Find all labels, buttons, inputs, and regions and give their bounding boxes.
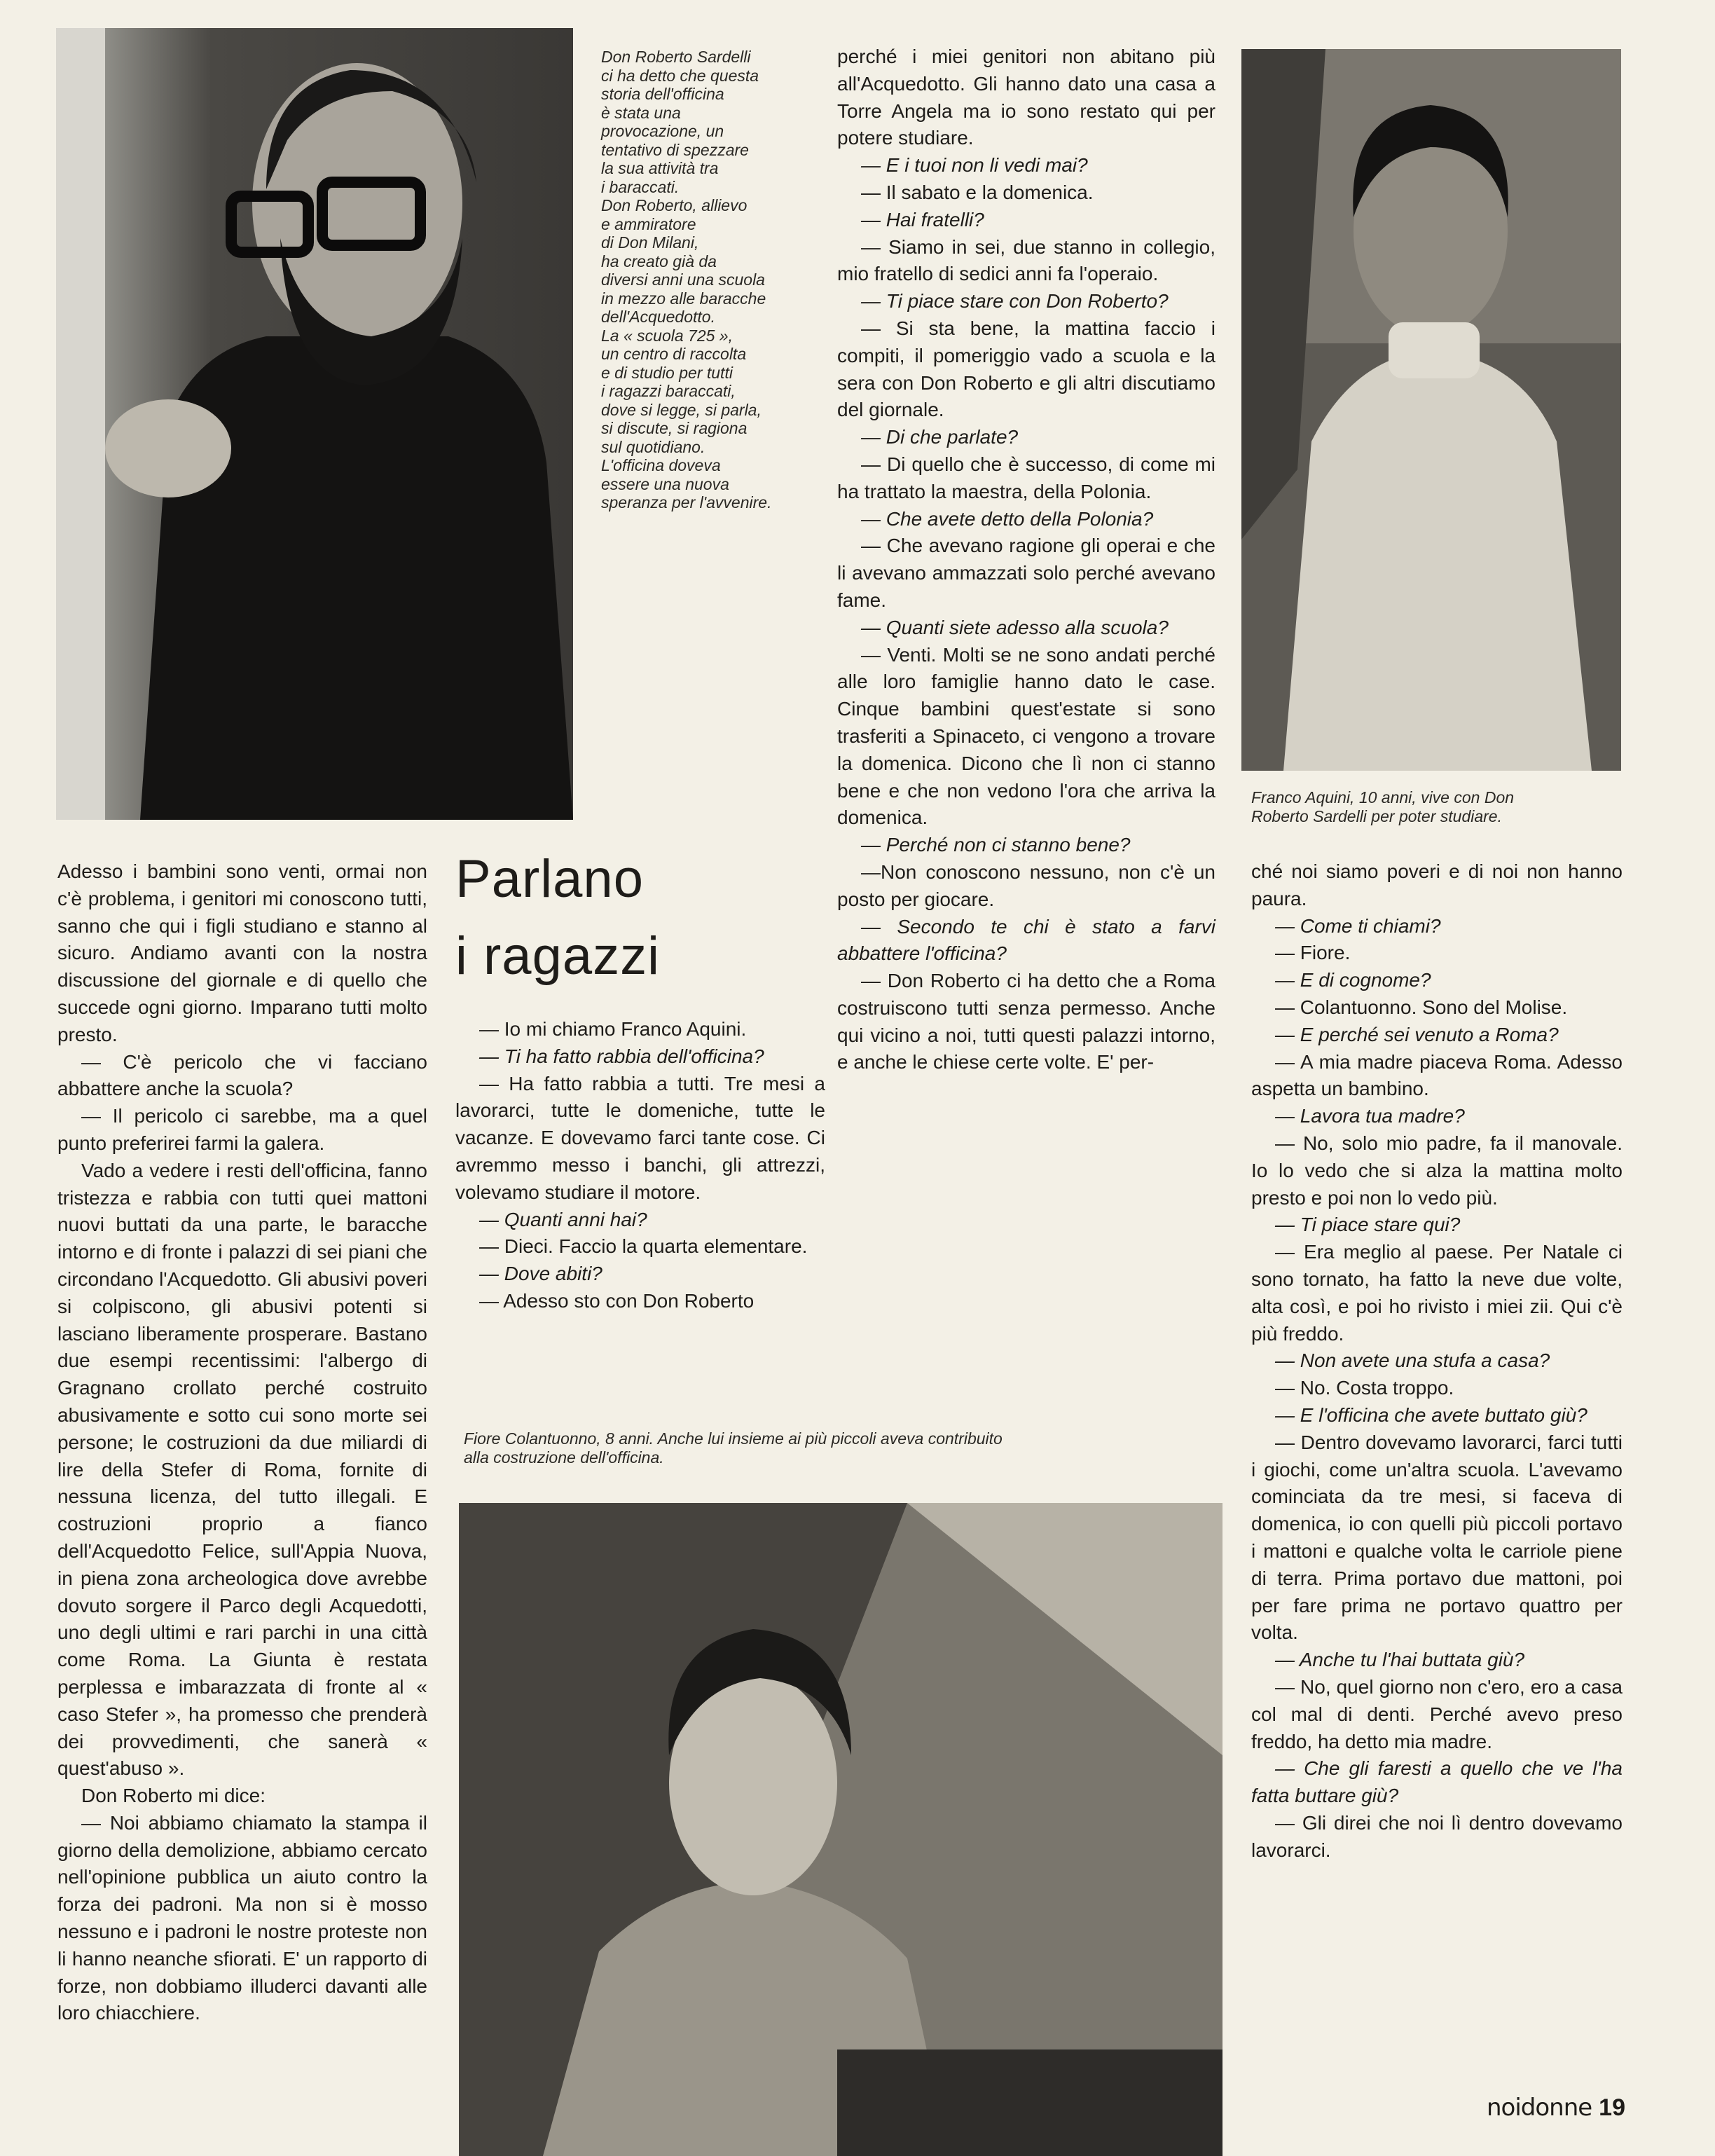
caption-line: speranza per l'avvenire.: [601, 493, 772, 511]
paragraph: — No. Costa troppo.: [1275, 1377, 1454, 1399]
caption-line: Don Roberto, allievo: [601, 196, 748, 214]
question: — Ti piace stare con Don Roberto?: [861, 290, 1169, 313]
question: — E di cognome?: [1275, 969, 1431, 991]
caption-line: e ammiratore: [601, 214, 696, 233]
article-column-2: [455, 1016, 825, 1315]
paragraph: — No, solo mio padre, fa il manovale. Io lo vedo che si alza la mattina molto presto e poi non lo vedo più.: [1251, 1132, 1623, 1209]
caption-line: di Don Milani,: [601, 233, 699, 252]
caption-line: essere una nuova: [601, 474, 729, 493]
question: — E i tuoi non li vedi mai?: [861, 154, 1088, 177]
caption-line: sul quotidiano.: [601, 437, 705, 456]
caption-line: dell'Acquedotto.: [601, 308, 715, 326]
paragraph: — Siamo in sei, due stanno in collegio, mio fratello di sedici anni fa l'operaio.: [837, 235, 1215, 285]
headline: [455, 841, 848, 995]
photo-franco-aquini: [1241, 49, 1621, 771]
paragraph: — Gli direi che noi lì dentro dovevamo lavorarci.: [1251, 1811, 1623, 1861]
caption-line: i baraccati.: [601, 177, 680, 196]
paragraph: ché noi siamo poveri e di noi non hanno paura.: [1251, 860, 1623, 909]
paragraph: — C'è pericolo che vi facciano abbattere anche la scuola?: [57, 1050, 427, 1100]
paragraph: — Don Roberto ci ha detto che a Roma costruiscono tutti senza permesso. Anche qui vicino a noi, tutti questi palazzi intorno, e anche le chiese certe volte. E' per-: [837, 970, 1215, 1073]
caption-line: provocazione, un: [601, 122, 724, 140]
caption-line: diversi anni una scuola: [601, 270, 765, 289]
paragraph: — Di quello che è successo, di come mi ha trattato la maestra, della Polonia.: [837, 453, 1215, 502]
caption-line: Roberto Sardelli per poter studiare.: [1251, 806, 1502, 825]
question: — Di che parlate?: [861, 426, 1019, 448]
caption-line: L'officina doveva: [601, 456, 721, 474]
question: — Dove abiti?: [479, 1263, 602, 1285]
question: — Non avete una stufa a casa?: [1275, 1350, 1550, 1372]
article-column-4: [1251, 858, 1623, 1864]
caption-line: storia dell'officina: [601, 85, 724, 103]
article-column-1: [57, 858, 427, 2027]
paragraph: perché i miei genitori non abitano più all'Acquedotto. Gli hanno dato una casa a Torre Angela ma io sono restato qui per potere studiare.: [837, 46, 1215, 149]
question: — E perché sei venuto a Roma?: [1275, 1023, 1559, 1045]
question: — Ti piace stare qui?: [1275, 1214, 1461, 1236]
caption-line: e di studio per tutti: [601, 363, 733, 382]
paragraph: Adesso i bambini sono venti, ormai non c'è problema, i genitori mi conoscono tutti, sanno che qui i figli studiano e stanno al sicuro. Andiamo avanti con la nostra discussione del giornale e di quello che succede ogni giorno. Imparano tutti molto presto.: [57, 860, 427, 1045]
question: — Ti ha fatto rabbia dell'officina?: [479, 1045, 764, 1067]
paragraph: — Colantuonno. Sono del Molise.: [1275, 996, 1568, 1018]
page-footer: [1487, 2094, 1625, 2122]
paragraph: — Era meglio al paese. Per Natale ci sono tornato, ha fatto la neve due volte, alta così, e poi ho rivisto i miei zii. Qui c'è più freddo.: [1251, 1241, 1623, 1345]
question: — Lavora tua madre?: [1275, 1105, 1465, 1127]
caption-line: un centro di raccolta: [601, 345, 747, 363]
caption-line: Fiore Colantuonno, 8 anni. Anche lui insieme ai più piccoli aveva contribuito: [464, 1429, 1003, 1448]
paragraph: — Noi abbiamo chiamato la stampa il giorno della demolizione, abbiamo cercato nell'opinione pubblica un aiuto contro la forza dei padroni. Ma non si è mosso nessuno e i padroni le nostre proteste non li hanno neanche sfiorati. E' un rapporto di forze, non dobbiamo illuderci davanti alle loro chiacchiere.: [57, 1811, 427, 2024]
caption-line: la sua attività tra: [601, 159, 719, 177]
caption-fiore-colantuonno: [464, 1429, 1241, 1467]
caption-line: ci ha detto che questa: [601, 66, 759, 85]
photo-don-roberto: [56, 28, 573, 820]
headline-line: i ragazzi: [455, 926, 660, 986]
question: — Quanti anni hai?: [479, 1208, 647, 1230]
paragraph: Don Roberto mi dice:: [81, 1785, 266, 1807]
paragraph: — Dentro dovevamo lavorarci, farci tutti i giochi, come un'altra scuola. L'avevamo cominciata da tre mesi, si faceva di domenica, io con quelli più piccoli portavo i mattoni e qualche volta le carriole piene di terra. Prima portavo due mattoni, poi per fare prima ne portavo quattro per volta.: [1251, 1431, 1623, 1644]
caption-line: si discute, si ragiona: [601, 419, 748, 437]
headline-line: Parlano: [455, 849, 644, 909]
paragraph: — Dieci. Faccio la quarta elementare.: [479, 1235, 808, 1258]
paragraph: — Venti. Molti se ne sono andati perché alle loro famiglie hanno dato le case. Cinque bambini quest'estate si sono trasferiti a Spinaceto, ci vengono a trovare la domenica. Dicono che lì non ci stanno bene e che non vedono l'ora che arriva la domenica.: [837, 643, 1215, 829]
caption-line: i ragazzi baraccati,: [601, 382, 736, 400]
question: — E l'officina che avete buttato giù?: [1275, 1403, 1587, 1426]
caption-line: Franco Aquini, 10 anni, vive con Don: [1251, 788, 1515, 806]
caption-line: ha creato già da: [601, 252, 717, 270]
photo-fiore-colantuonno: [459, 1503, 1222, 2156]
question: — Quanti siete adesso alla scuola?: [861, 616, 1169, 638]
paragraph: — Si sta bene, la mattina faccio i compiti, il pomeriggio vado a scuola e la sera con Don Roberto e gli altri discutiamo del giornale.: [837, 317, 1215, 421]
paragraph: — Il pericolo ci sarebbe, ma a quel punto preferirei farmi la galera.: [57, 1105, 427, 1154]
paragraph: — A mia madre piaceva Roma. Adesso aspetta un bambino.: [1251, 1050, 1623, 1100]
paragraph: —Non conoscono nessuno, non c'è un posto per giocare.: [837, 860, 1215, 910]
paragraph: — Ha fatto rabbia a tutti. Tre mesi a lavorarci, tutte le domeniche, tutte le vacanze. E dovevamo farci tante cose. Ci avremmo messo i banchi, gli attrezzi, volevamo studiare il motore.: [455, 1072, 825, 1203]
caption-line: è stata una: [601, 103, 681, 122]
caption-line: La « scuola 725 »,: [601, 326, 733, 345]
magazine-name: noidonne: [1486, 2094, 1592, 2122]
question: — Che avete detto della Polonia?: [861, 507, 1154, 530]
caption-line: alla costruzione dell'officina.: [464, 1448, 664, 1467]
caption-line: in mezzo alle baracche: [601, 289, 766, 308]
paragraph: — Adesso sto con Don Roberto: [479, 1289, 755, 1312]
question: — Perché non ci stanno bene?: [861, 834, 1131, 856]
paragraph: — Fiore.: [1275, 942, 1351, 964]
caption-line: dove si legge, si parla,: [601, 400, 762, 419]
question: — Anche tu l'hai buttata giù?: [1275, 1649, 1525, 1671]
question: — Come ti chiami?: [1275, 914, 1441, 937]
caption-line: tentativo di spezzare: [601, 140, 749, 159]
page-number: 19: [1599, 2094, 1625, 2121]
caption-line: Don Roberto Sardelli: [601, 48, 751, 66]
article-column-3: [837, 43, 1215, 1076]
caption-franco-aquini: [1251, 788, 1644, 825]
paragraph: — Che avevano ragione gli operai e che li avevano ammazzati solo perché avevano fame.: [837, 535, 1215, 611]
caption-don-roberto: [601, 48, 839, 512]
paragraph: — Il sabato e la domenica.: [861, 181, 1094, 203]
question: — Hai fratelli?: [861, 208, 984, 231]
paragraph: — No, quel giorno non c'ero, ero a casa col mal di denti. Perché avevo preso freddo, ha detto mia madre.: [1251, 1675, 1623, 1752]
question: — Secondo te chi è stato a farvi abbattere l'officina?: [837, 915, 1215, 965]
paragraph: Vado a vedere i resti dell'officina, fanno tristezza e rabbia con tutti quei mattoni nuovi buttati da una parte, le baracche intorno e di fronte i palazzi di sei piani che circondano l'Acquedotto. Gli abusivi poveri si colpiscono, gli abusivi potenti si lasciano liberamente prosperare. Bastano due esempi recentissimi: l'albergo di Gragnano crollato perché costruito abusivamente e sotto cui sono morte sei persone; le costruzioni da due miliardi di lire della Stefer di Roma, fornite di nessuna licenza, del tutto illegali. E costruzioni proprio a fianco dell'Acquedotto Felice, sull'Appia Nuova, in piena zona archeologica dove avrebbe dovuto sorgere il Parco degli Acquedotti, uno degli ultimi e rari parchi in una città come Roma. La Giunta è restata perplessa e imbarazzata di fronte al « caso Stefer », ha promesso che prenderà dei provvedimenti, che sanerà « quest'abuso ».: [57, 1159, 427, 1780]
question: — Che gli faresti a quello che ve l'ha fatta buttare giù?: [1251, 1757, 1623, 1807]
paragraph: — Io mi chiamo Franco Aquini.: [479, 1018, 747, 1040]
